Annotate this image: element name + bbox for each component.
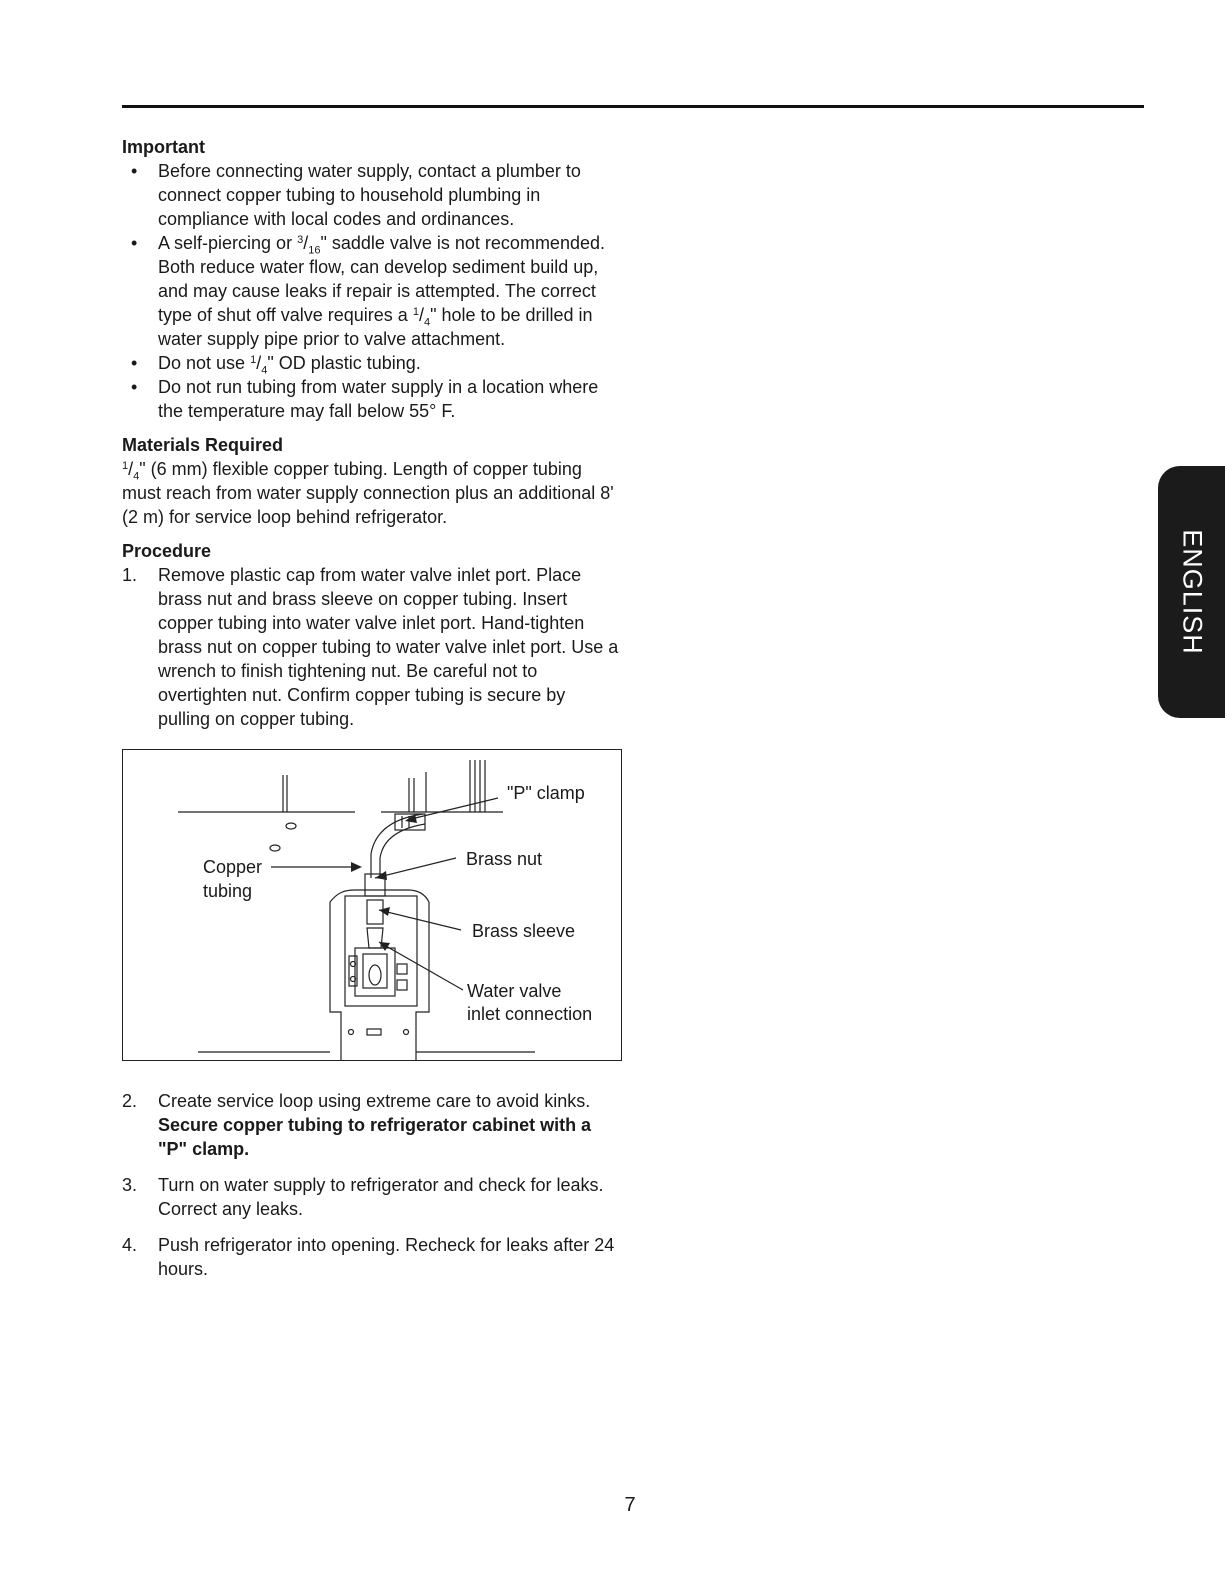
copper-label: Copper bbox=[203, 857, 263, 877]
language-tab-label: ENGLISH bbox=[1177, 529, 1207, 655]
inlet-connection-label: inlet connection bbox=[467, 1004, 593, 1024]
page-number: 7 bbox=[624, 1494, 636, 1516]
step-3: 3. Turn on water supply to refrigerator and check for leaks. Correct any leaks. bbox=[122, 1175, 604, 1219]
brass-nut-label: Brass nut bbox=[466, 849, 543, 869]
language-tab bbox=[1158, 466, 1225, 718]
list-item: • Before connecting water supply, contact a plumber to connect copper tubing to household plumbing in compliance with local codes and ordinances. bbox=[122, 159, 622, 231]
water-valve-figure bbox=[122, 749, 622, 1061]
header-rule bbox=[122, 105, 1144, 108]
important-heading: Important bbox=[122, 137, 205, 157]
step-2: 2. Create service loop using extreme care to avoid kinks. Secure copper tubing to refrigerator cabinet with a "P" clamp. bbox=[122, 1091, 592, 1159]
materials-heading: Materials Required bbox=[122, 435, 284, 455]
list-item: • A self-piercing or $^3/_{16}$" saddle valve is not recommended. Both reduce water flow, can develop sediment build up, and may cause leaks if repair is attempted. The correct type of shut off valve requires a $^1/_4$" hole to be drilled in water supply pipe prior to valve attachment. bbox=[122, 231, 622, 351]
p-clamp-label: "P" clamp bbox=[507, 783, 585, 803]
step-1: 1. Remove plastic cap from water valve inlet port. Place brass nut and brass sleeve on copper tubing. Insert copper tubing into water valve inlet port. Hand-tighten brass nut on copper tubing to water valve inlet port. Use a wrench to finish tightening nut. Be careful not to overtighten nut. Confirm copper tubing is secure by pulling on copper tubing. bbox=[122, 565, 619, 729]
brass-sleeve-label: Brass sleeve bbox=[472, 921, 576, 941]
materials-text: $^1/_4$" (6 mm) flexible copper tubing. Length of copper tubing must reach from water supply connection plus an additional 8' (2 m) for service loop behind refrigerator. bbox=[122, 459, 614, 527]
procedure-steps bbox=[122, 563, 622, 731]
procedure-heading: Procedure bbox=[122, 541, 212, 561]
list-item: • Do not use $^1/_4$" OD plastic tubing. bbox=[122, 351, 622, 375]
main-column bbox=[122, 135, 622, 1281]
water-valve-label: Water valve bbox=[467, 981, 562, 1001]
step-4: 4. Push refrigerator into opening. Recheck for leaks after 24 hours. bbox=[122, 1235, 615, 1279]
important-list bbox=[122, 159, 622, 423]
list-item: • Do not run tubing from water supply in a location where the temperature may fall below 55° F. bbox=[122, 375, 622, 423]
tubing-label: tubing bbox=[203, 881, 253, 901]
procedure-steps-continued bbox=[122, 1089, 622, 1281]
